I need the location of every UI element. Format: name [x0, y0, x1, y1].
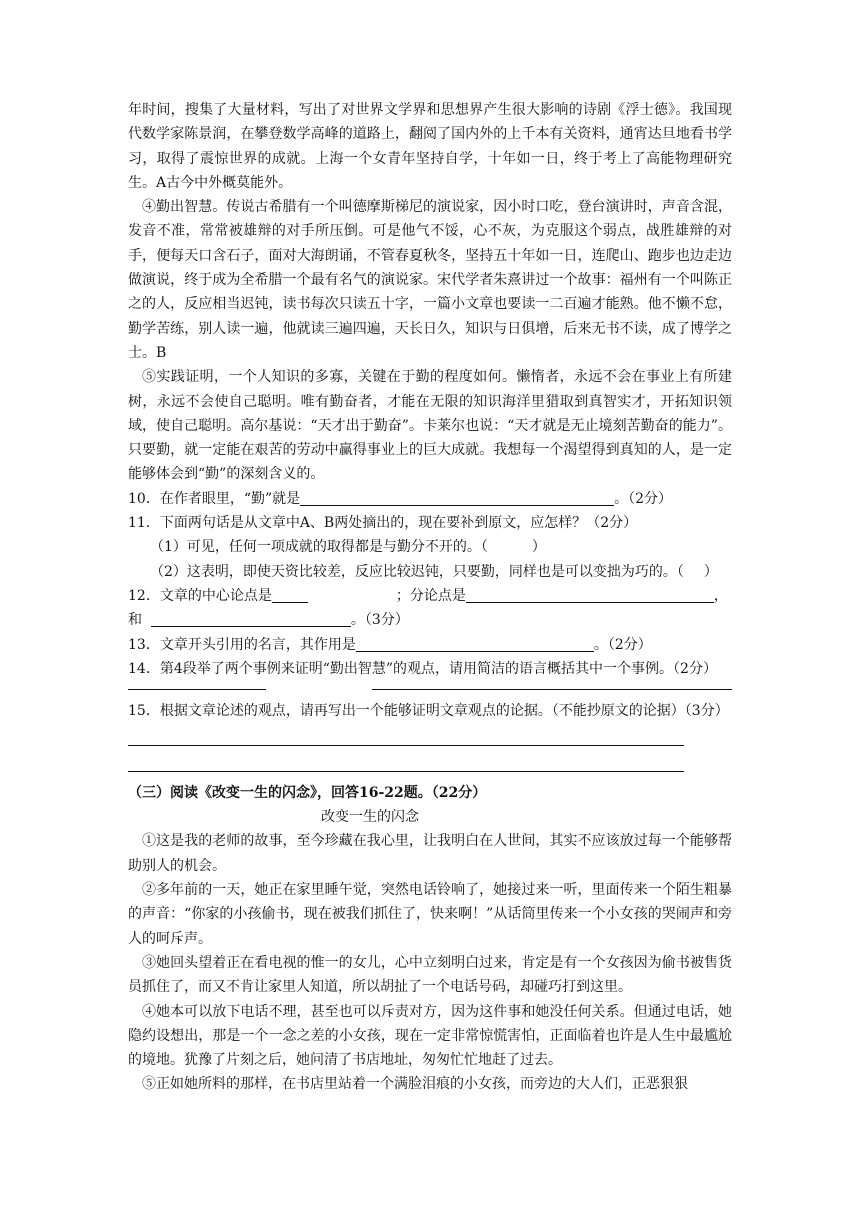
story-paragraph-5: ⑤正如她所料的那样，在书店里站着一个满脸泪痕的小女孩，而旁边的大人们，正恶狠狠 — [142, 1076, 688, 1093]
answer-line-15b[interactable] — [128, 771, 684, 772]
question-13-score: 。（2分） — [593, 636, 652, 653]
question-12-score: 。（3分） — [350, 612, 409, 629]
question-10-score: 。（2分） — [614, 490, 673, 507]
section-3-title: 改变一生的闪念 — [321, 809, 419, 826]
answer-blank-13[interactable] — [356, 635, 594, 652]
answer-line-14b[interactable] — [372, 689, 732, 690]
question-12-text: 12．文章的中心论点是 — [128, 587, 272, 604]
question-11-item-1 — [128, 535, 732, 559]
passage-paragraph-5: ⑤实践证明，一个人知识的多寡，关键在于勤的程度如何。懒惰者，永远不会在事业上有所建树，永远不会使自己聪明。唯有勤奋者，才能在无限的知识海洋里猎取到真智实才，开拓知识领域，使自己聪明。高尔基说：“天才出于勤奋”。卡莱尔也说：“天才就是无止境刻苦勤奋的能力”。只要勤，就一定能在艰苦的劳动中赢得事业上的巨大成就。我想每一个渴望得到真知的人，是一定能够体会到“勤”的深刻含义的。 — [128, 369, 732, 483]
question-15: 15．根据文章论述的观点，请再写出一个能够证明文章观点的论据。（不能抄原文的论据）（3分） — [128, 703, 729, 720]
story-paragraph-4: ④她本可以放下电话不理，甚至也可以斥责对方，因为这件事和她没任何关系。但通过电话，她隐约设想出，那是一个一念之差的小女孩，现在一定非常惊慌害怕，正面临着也许是人生中最尴尬的境地。犹豫了片刻之后，她问清了书店地址，匆匆忙忙地赶了过去。 — [128, 1003, 732, 1069]
passage-paragraph-3-end: 年时间，搜集了大量材料，写出了对世界文学界和思想界产生很大影响的诗剧《浮士德》。我国现代数学家陈景润，在攀登数学高峰的道路上，翻阅了国内外的上千本有关资料，通宵达旦地看书学习，取得了震惊世界的成就。上海一个女青年坚持自学，十年如一日，终于考上了高能物理研究生。A古今中外概莫能外。 — [128, 102, 732, 191]
answer-blank-12-central[interactable] — [272, 586, 308, 603]
question-13 — [128, 633, 732, 657]
answer-blank-10[interactable] — [300, 489, 614, 506]
question-11-item-2-text: （2）这表明，即使天资比较差，反应比较迟钝，只要勤，同样也是可以变拙为巧的。（ — [150, 563, 684, 580]
question-13-text: 13．文章开头引用的名言，其作用是 — [128, 636, 356, 653]
question-12 — [128, 584, 732, 608]
question-11-item-2-close: ） — [703, 563, 718, 580]
document-page — [128, 98, 732, 1097]
answer-lines-14 — [128, 681, 732, 695]
question-10-text: 10．在作者眼里，“勤”就是 — [128, 490, 301, 507]
question-11-item-2 — [128, 560, 732, 584]
answer-line-15a[interactable] — [128, 745, 684, 746]
answer-lines-15 — [128, 723, 732, 775]
question-14: 14．第4段举了两个事例来证明“勤出智慧”的观点，请用简洁的语言概括其中一个事例。（2分） — [128, 660, 717, 677]
question-11-item-1-close: ） — [531, 539, 546, 556]
passage-paragraph-4: ④勤出智慧。传说古希腊有一个叫德摩斯梯尼的演说家，因小时口吃，登台演讲时，声音含混，发音不准，常常被雄辩的对手所压倒。可是他气不馁，心不灰，为克服这个弱点，战胜雄辩的对手，便每天口含石子，面对大海朗诵，不管春夏秋冬，坚持五十年如一日，连爬山、跑步也边走边做演说，终于成为全希腊一个最有名气的演说家。宋代学者朱熹讲过一个故事：福州有一个叫陈正之的人，反应相当迟钝，读书每次只读五十字，一篇小文章也要读一二百遍才能熟。他不懒不怠，勤学苦练，别人读一遍，他就读三遍四遍，天长日久，知识与日俱增，后来无书不读，成了博学之士。B — [128, 199, 732, 361]
question-12-comma: ， — [713, 587, 728, 604]
answer-line-14a[interactable] — [128, 689, 266, 690]
story-paragraph-1: ①这是我的老师的故事，至今珍藏在我心里，让我明白在人世间，其实不应该放过每一个能够帮助别人的机会。 — [128, 833, 732, 874]
story-paragraph-3: ③她回头望着正在看电视的惟一的女儿，心中立刻明白过来，肯定是有一个女孩因为偷书被售货员抓住了，而又不肯让家里人知道，所以胡扯了一个电话号码，却碰巧打到这里。 — [128, 954, 732, 996]
question-11-item-1-text: （1）可见，任何一项成就的取得都是与勤分不开的。（ — [150, 539, 488, 556]
section-3-heading: （三）阅读《改变一生的闪念》，回答16-22题。（22分） — [128, 785, 487, 802]
answer-blank-12-sub-2[interactable] — [151, 610, 351, 627]
answer-blank-12-sub-1[interactable] — [466, 586, 714, 603]
story-paragraph-2: ②多年前的一天，她正在家里睡午觉，突然电话铃响了，她接过来一听，里面传来一个陌生粗暴的声音：“你家的小孩偷书，现在被我们抓住了，快来啊！”从话筒里传来一个小女孩的哭闹声和旁人的呵斥声。 — [128, 882, 732, 947]
question-12-cont — [128, 608, 732, 632]
question-10 — [128, 487, 732, 511]
question-12-sub-label: ；分论点是 — [395, 587, 466, 604]
question-11: 11．下面两句话是从文章中A、B两处摘出的，现在要补到原文，应怎样？（2分） — [128, 515, 638, 532]
question-12-and: 和 — [128, 612, 142, 629]
